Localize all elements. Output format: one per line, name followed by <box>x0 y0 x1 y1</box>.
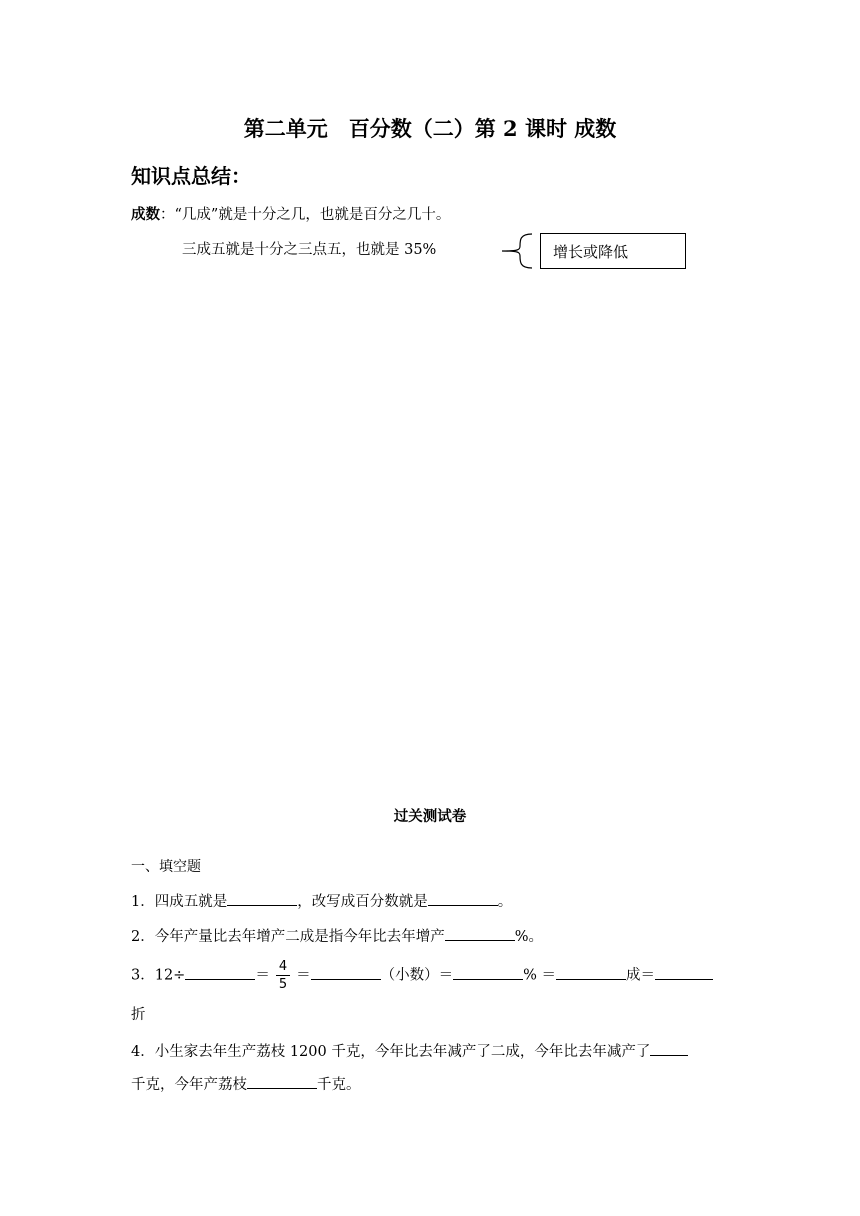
answer-blank[interactable] <box>428 891 498 906</box>
question-4-continued: 千克，今年产荔枝 千克。 <box>131 1073 361 1094</box>
test-title: 过关测试卷 <box>393 808 467 825</box>
question-4: 4．小生家去年生产荔枝 1200 千克，今年比去年减产了二成，今年比去年减产了 <box>131 1040 688 1061</box>
fraction: $\frac{4}{5}$ <box>276 960 290 991</box>
example-line: 三成五就是十分之三点五，也就是 35% <box>182 242 437 258</box>
brace-icon <box>498 232 534 270</box>
definition-term: 成数 <box>131 206 160 223</box>
answer-blank[interactable] <box>445 926 515 941</box>
answer-blank[interactable] <box>227 891 297 906</box>
answer-blank[interactable] <box>453 965 523 980</box>
question-3-continued: 折 <box>131 1007 146 1023</box>
answer-blank[interactable] <box>556 965 626 980</box>
summary-heading: 知识点总结： <box>131 164 251 188</box>
answer-blank[interactable] <box>655 965 713 980</box>
question-2: 2．今年产量比去年增产二成是指今年比去年增产 %。 <box>131 925 543 946</box>
answer-blank[interactable] <box>650 1041 688 1056</box>
question-3: 3．12÷ ＝ $\frac{4}{5}$ ＝ （小数）＝ % ＝ 成＝ <box>131 960 713 991</box>
answer-blank[interactable] <box>247 1074 317 1089</box>
answer-blank[interactable] <box>185 965 255 980</box>
part-one-label: 一、填空题 <box>131 859 201 875</box>
definition-line <box>131 203 450 224</box>
note-box: 增长或降低 <box>540 233 686 269</box>
page-title: 第二单元 百分数（二）第 2 课时 成数 <box>243 116 617 141</box>
answer-blank[interactable] <box>311 965 381 980</box>
definition-text: ：“几成”就是十分之几，也就是百分之几十。 <box>160 207 451 223</box>
question-1: 1．四成五就是 ，改写成百分数就是 。 <box>131 890 512 911</box>
